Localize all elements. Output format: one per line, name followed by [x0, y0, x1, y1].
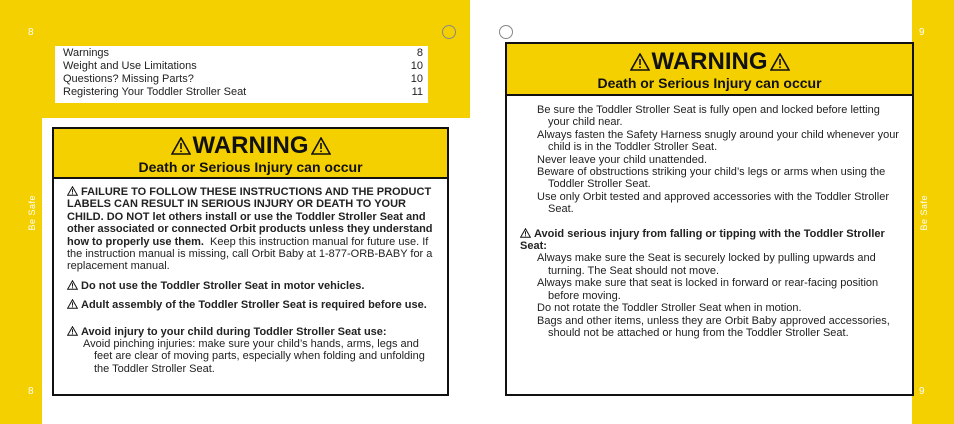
warning-subtitle: Death or Serious Injury can occur: [597, 75, 822, 91]
warning-bold-text: Avoid injury to your child during Toddler Stroller Seat use:: [81, 325, 387, 338]
left-page-number-top: 8: [28, 27, 34, 38]
toc-page: 8: [416, 47, 423, 59]
right-warning-body: [507, 96, 912, 339]
toc-row[interactable]: [63, 86, 423, 99]
left-side-label: Be Safe: [27, 195, 37, 231]
warning-list: [520, 104, 900, 216]
toc-title: Questions? Missing Parts?: [63, 73, 194, 85]
left-warning-body: [54, 179, 447, 375]
warning-list-item: Use only Orbit tested and approved accessories with the Toddler Stroller Seat.: [537, 190, 889, 216]
registration-circle-icon: [499, 25, 513, 39]
toc-row[interactable]: [63, 47, 423, 60]
warning-list-item: Avoid pinching injuries: make sure your child’s hands, arms, legs and feet are clear of moving parts, especially when folding and unfolding the Toddler Stroller Seat.: [83, 338, 425, 375]
right-page-number-top: 9: [919, 27, 925, 38]
left-warning-box: [52, 127, 449, 396]
warning-list-item: Beware of obstructions striking your child’s legs or arms when using the Toddler Stroller Seat.: [537, 166, 886, 191]
warning-triangle-icon: [520, 228, 531, 238]
warning-bold-text: Avoid serious injury from falling or tipping with the Toddler Stroller Seat:: [520, 227, 885, 253]
warning-bold-text: FAILURE TO FOLLOW THESE INSTRUCTIONS AND THE PRODUCT LABELS CAN RESULT IN SERIOUS INJURY OR DEATH TO YOUR CHILD. DO NOT let others install or use the Toddler Stroller Seat and other associated or connected Orbit products unless they understand how to properly use them.: [67, 186, 433, 248]
right-side-label: Be Safe: [919, 195, 929, 231]
warning-paragraph: [67, 326, 437, 338]
toc-page: 11: [411, 86, 423, 98]
warning-triangle-icon: [67, 280, 78, 290]
toc-title: Weight and Use Limitations: [63, 60, 197, 72]
warning-subtitle: Death or Serious Injury can occur: [138, 159, 363, 175]
table-of-contents: [55, 46, 428, 103]
toc-page: 10: [410, 60, 423, 72]
warning-title-text: WARNING: [651, 48, 768, 75]
warning-triangle-icon: [67, 186, 78, 196]
warning-paragraph: [67, 280, 437, 292]
warning-title-text: WARNING: [192, 132, 309, 159]
warning-list: [520, 252, 900, 339]
warning-list-item: Bags and other items, unless they are Orbit Baby approved accessories, should not be attached or hung from the Toddler Stroller Seat.: [537, 314, 890, 339]
warning-paragraph: [67, 186, 437, 273]
warning-triangle-icon: [67, 326, 78, 336]
right-page-number-bottom: 9: [919, 386, 925, 397]
warning-list-item: Always make sure the Seat is securely locked by pulling upwards and turning. The Seat should not move.: [537, 252, 876, 277]
registration-circle-icon: [442, 25, 456, 39]
warning-bold-text: Adult assembly of the Toddler Stroller Seat is required before use.: [81, 299, 427, 312]
toc-row[interactable]: [63, 73, 423, 86]
warning-triangle-icon: [311, 137, 331, 155]
warning-list-item: Do not rotate the Toddler Stroller Seat when in motion.: [537, 302, 802, 315]
left-warning-header: [54, 129, 447, 179]
warning-triangle-icon: [630, 53, 650, 71]
warning-triangle-icon: [770, 53, 790, 71]
toc-title: Registering Your Toddler Stroller Seat: [63, 86, 247, 98]
warning-title: [507, 49, 912, 75]
warning-list-item: Always fasten the Safety Harness snugly around your child whenever your child is in the Toddler Stroller Seat.: [537, 128, 899, 154]
warning-normal-text: Keep this instruction manual for future use. If the instruction manual is missing, call Orbit Baby at 1-877-ORB-BABY for a replacement manual.: [67, 235, 433, 273]
warning-paragraph: [67, 299, 437, 311]
warning-section-heading: [520, 228, 900, 253]
warning-bold-text: Do not use the Toddler Stroller Seat in motor vehicles.: [81, 279, 365, 292]
toc-row[interactable]: [63, 60, 423, 73]
right-warning-header: [507, 44, 912, 96]
right-warning-box: [505, 42, 914, 396]
toc-title: Warnings: [63, 47, 110, 59]
warning-triangle-icon: [171, 137, 191, 155]
warning-list-item: Always make sure that seat is locked in forward or rear-facing position before moving.: [537, 277, 879, 302]
toc-page: 10: [410, 73, 423, 85]
left-page-number-bottom: 8: [28, 386, 34, 397]
warning-title: [54, 133, 447, 159]
warning-list-item: Be sure the Toddler Stroller Seat is fully open and locked before letting your child near.: [537, 104, 880, 129]
warning-list-item: Never leave your child unattended.: [537, 153, 707, 166]
warning-triangle-icon: [67, 299, 78, 309]
